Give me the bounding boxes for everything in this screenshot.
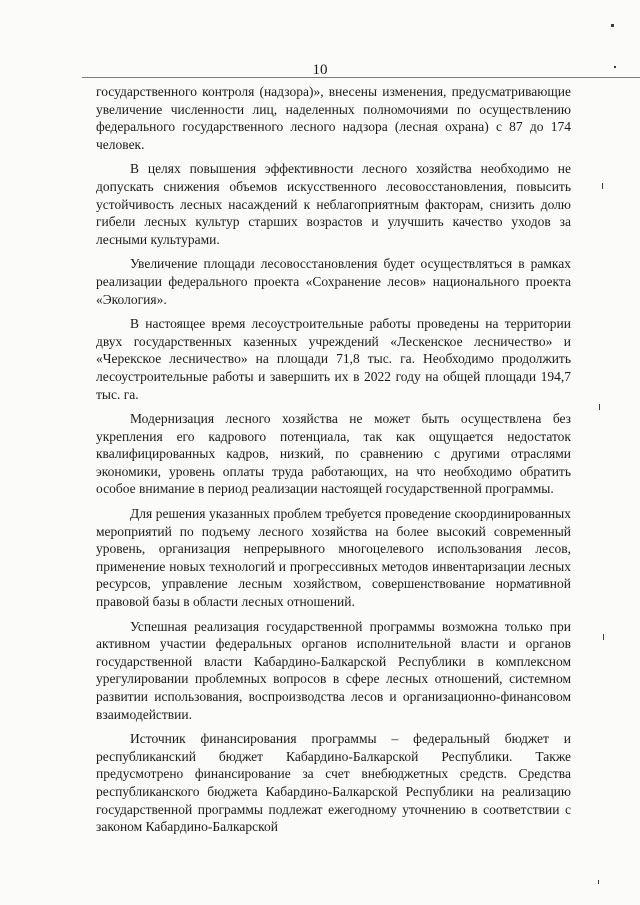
paragraph: Успешная реализация государственной программы возможна только при активном участии федеральных органов исполнительной власти и органов государственной власти Кабардино-Балкарской Республики в комплексном урегулировании проблемных вопросов в сфере лесных отношений, системном развитии использования, воспроизводства лесов и организационно-финансовом взаимодействии. [96,618,571,722]
paragraph: Увеличение площади лесовосстановления будет осуществляться в рамках реализации федерального проекта «Сохранение лесов» национального проекта «Экология». [96,256,571,307]
paragraph: Модернизация лесного хозяйства не может быть осуществлена без укрепления его кадрового потенциала, так как ощущается недостаток квалифицированных кадров, низкий, по сравнению с другими отраслями экономики, уровень оплаты труда работающих, на что необходимо обратить особое внимание в период реализации настоящей государственной программы. [96,411,571,497]
scan-speck [603,634,604,640]
paragraph: В настоящее время лесоустроительные работы проведены на территории двух государственных казенных учреждений «Лескенское лесничество» и «Черекское лесничество» на площади 71,8 тыс. га. Необходимо продолжить лесоустроительные работы и завершить их в 2022 году на общей площади 194,7 тыс. га. [96,316,571,402]
scan-speck [614,66,616,68]
paragraph: Источник финансирования программы – федеральный бюджет и республиканский бюджет Кабардино-Балкарской Республики. Также предусмотрено финансирование за счет внебюджетных средств. Средства республиканского бюджета Кабардино-Балкарской Республики на реализацию государственной программы подлежат ежегодному уточнению в соответствии с законом Кабардино-Балкарской [96,731,571,835]
scan-speck [602,183,603,189]
page-number: 10 [312,62,328,78]
paragraph: В целях повышения эффективности лесного хозяйства необходимо не допускать снижения объемов искусственного лесовосстановления, повысить устойчивость лесных насаждений к неблагоприятным факторам, снизить долю гибели лесных культур старших возрастов и улучшить качество уходов за лесными культурами. [96,161,571,247]
scan-speck [598,880,599,884]
paragraph: государственного контроля (надзора)», внесены изменения, предусматривающие увеличение численности лиц, наделенных полномочиями по осуществлению федерального государственного лесного надзора (лесная охрана) с 87 до 174 человек. [96,84,571,152]
scan-speck [599,404,600,410]
scan-speck [611,24,614,27]
paragraph: Для решения указанных проблем требуется проведение скоординированных мероприятий по подъему лесного хозяйства на более высокий современный уровень, организация непрерывного многоцелевого использования лесов, применение новых технологий и прогрессивных методов инвентаризации лесных ресурсов, управление лесным хозяйством, совершенствование нормативной правовой базы в области лесных отношений. [96,506,571,610]
header-rule [82,77,640,78]
document-body [96,83,571,843]
